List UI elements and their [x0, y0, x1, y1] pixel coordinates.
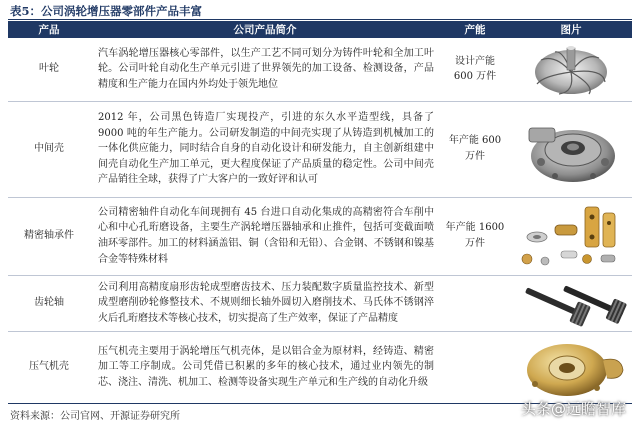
product-table — [8, 21, 632, 404]
product-image-cell — [510, 197, 632, 275]
product-image-cell — [510, 331, 632, 403]
table-title: 表5：公司涡轮增压器零部件产品丰富 — [10, 4, 202, 18]
product-capacity: 设计产能 600 万件 — [440, 38, 510, 101]
product-description: 2012 年，公司黑色铸造厂实现投产，引进的东久水平造型线，具备了 9000 吨的年生产能力。公司研发制造的中间壳实现了从铸造到机械加工的一体化供应能力，同时结合自身的自动化设计和研发能力，自主创新组建中间壳自动化生产加工单元，更大程度保证了产品质量的稳定性。公司中间壳产品销往全球，获得了广大客户的一致好评和认可 — [90, 101, 440, 197]
product-image-cell — [510, 101, 632, 197]
header-capacity: 产能 — [440, 21, 510, 38]
product-image-cell — [510, 275, 632, 331]
header-description: 公司产品简介 — [90, 21, 440, 38]
table-row — [8, 197, 632, 275]
product-capacity: 年产能 1600 万件 — [440, 197, 510, 275]
table-row — [8, 101, 632, 197]
product-description: 公司利用高精度扇形齿轮成型磨齿技术、压力装配数字质量监控技术、新型成型磨削砂轮修整技术、不规则细长轴外圆切入磨削技术、马氏体不锈钢淬火后孔珩磨技术等核心技术，切实提高了生产效率，保证了产品精度 — [90, 275, 440, 331]
bearing-parts-photo — [515, 201, 627, 271]
product-name: 精密轴承件 — [8, 197, 90, 275]
table-header-row — [8, 21, 632, 38]
gear-shaft-photo — [515, 278, 627, 328]
product-description: 压气机壳主要用于涡轮增压气机壳体，是以铝合金为原材料，经铸造、精密加工等工序制成。公司凭借已积累的多年的核心技术，通过业内领先的制芯、浇注、清洗、机加工、检测等设备实现生产单元和生产线的自动化升级 — [90, 331, 440, 403]
table-row — [8, 38, 632, 101]
product-description: 公司精密轴件自动化车间现拥有 45 台进口自动化集成的高精密符合车削中心和中心孔珩磨设备，主要生产涡轮增压器轴承和止推件，包括可变截面喷油环零部件。加工的材料涵盖铝、铜（含铅和无铅）、合金钢、不锈钢和镍基合金等特殊材料 — [90, 197, 440, 275]
product-name: 压气机壳 — [8, 331, 90, 403]
watermark: 头条@远瞻智库 — [520, 400, 626, 418]
product-capacity — [440, 331, 510, 403]
title-rule — [8, 19, 632, 20]
product-capacity — [440, 275, 510, 331]
center-housing-photo — [515, 106, 627, 192]
table-row — [8, 331, 632, 403]
product-name: 叶轮 — [8, 38, 90, 101]
compressor-housing-photo — [515, 334, 627, 400]
table-row — [8, 275, 632, 331]
product-capacity: 年产能 600 万件 — [440, 101, 510, 197]
product-description: 汽车涡轮增压器核心零部件，以生产工艺不同可划分为铸件叶轮和全加工叶轮。公司叶轮自动化生产单元引进了世界领先的加工设备、检测设备，产品精度和生产能力在国内外均处于领先地位 — [90, 38, 440, 101]
product-image-cell — [510, 38, 632, 101]
impeller-photo — [515, 40, 627, 98]
header-product: 产品 — [8, 21, 90, 38]
product-name: 齿轮轴 — [8, 275, 90, 331]
header-image: 图片 — [510, 21, 632, 38]
product-name: 中间壳 — [8, 101, 90, 197]
source-note: 资料来源：公司官网、开源证券研究所 — [10, 411, 180, 422]
